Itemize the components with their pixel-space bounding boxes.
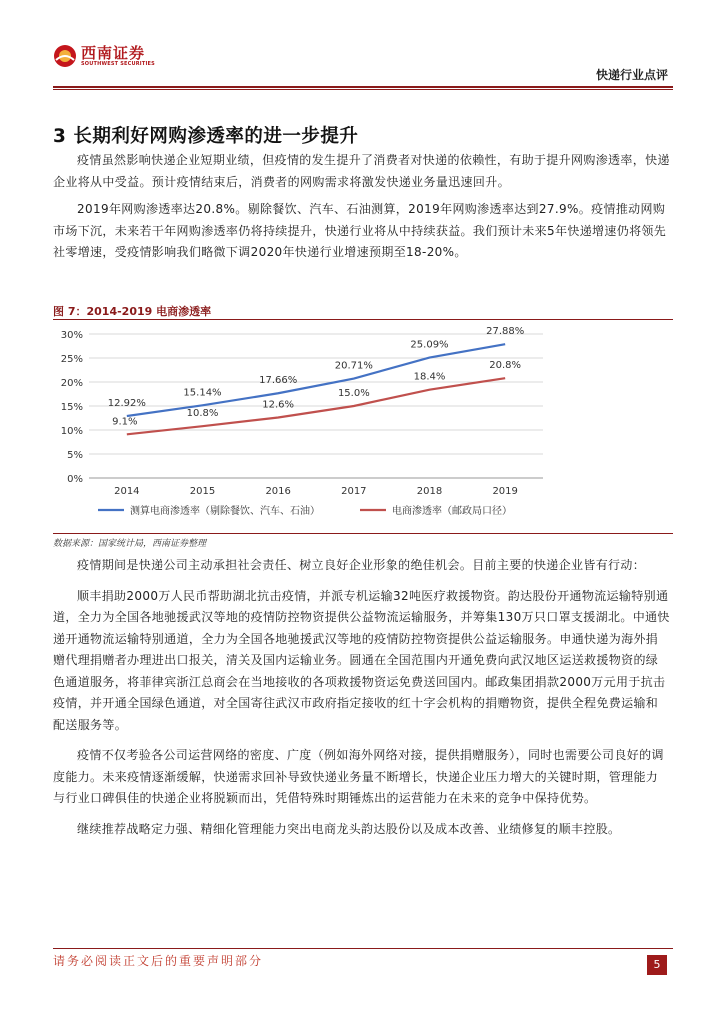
data-label: 12.6%	[262, 399, 295, 411]
data-label: 25.09%	[410, 339, 449, 351]
paragraph: 疫情不仅考验各公司运营网络的密度、广度（例如海外网络对接，提供捐赠服务），同时也需要公司良好的调度能力。未来疫情逐渐缓解，快递需求回补导致快递业务量不断增长，快递企业压力增大的关键时期，管理能力与行业口碑俱佳的快递企业将脱颖而出，凭借特殊时期锤炼出的运营能力在未来的竞争中保持优势。	[53, 748, 664, 805]
paragraph: 2019年网购渗透率达20.8%。剔除餐饮、汽车、石油测算，2019年网购渗透率达到27.9%。疫情推动网购市场下沉，未来若干年网购渗透率仍将持续提升，快递行业将从中持续获益。我们预计未来5年快递增速仍将领先社零增速，受疫情影响我们略微下调2020年快递行业增速预期至18-20%。	[53, 202, 667, 259]
data-label: 20.71%	[334, 360, 373, 372]
y-tick-label: 0%	[67, 474, 83, 485]
logo-icon	[53, 44, 77, 68]
figure-title: 图 7：2014-2019 电商渗透率	[53, 305, 212, 318]
y-axis-ticks	[61, 330, 83, 485]
company-logo	[53, 42, 183, 74]
data-label: 10.8%	[186, 408, 219, 420]
y-tick-label: 25%	[60, 354, 83, 365]
page-number: 5	[647, 955, 667, 975]
y-tick-label: 30%	[60, 330, 83, 341]
paragraph: 疫情虽然影响快递企业短期业绩，但疫情的发生提升了消费者对快递的依赖性，有助于提升网购渗透率，快递企业将从中受益。预计疫情结束后，消费者的网购需求将激发快递业务量迅速回升。	[53, 153, 670, 189]
x-tick-label: 2017	[341, 486, 367, 497]
data-label: 18.4%	[413, 371, 446, 383]
chart-grid	[89, 334, 543, 478]
data-label: 17.66%	[259, 375, 298, 387]
x-tick-label: 2016	[265, 486, 291, 497]
report-type: 快递行业点评	[595, 68, 668, 82]
logo-name-en: SOUTHWEST SECURITIES	[81, 61, 155, 67]
section-title: 3 长期利好网购渗透率的进一步提升	[53, 126, 359, 147]
figure-source: 数据来源：国家统计局，西南证券整理	[53, 539, 207, 549]
x-axis-ticks	[114, 486, 518, 497]
legend-label: 电商渗透率（邮政局口径）	[392, 506, 512, 517]
x-tick-label: 2018	[416, 486, 443, 497]
x-tick-label: 2014	[114, 486, 140, 497]
data-label: 9.1%	[112, 416, 138, 428]
header-divider-thin	[53, 89, 673, 90]
data-label: 12.92%	[107, 397, 146, 409]
data-label: 15.0%	[337, 388, 370, 399]
disclaimer-notice: 请务必阅读正文后的重要声明部分	[53, 954, 264, 968]
chart-legend	[98, 504, 512, 517]
y-tick-label: 20%	[60, 378, 83, 389]
penetration-chart	[53, 320, 673, 532]
data-label: 27.88%	[486, 326, 525, 338]
series-line-1	[127, 344, 505, 416]
data-label: 15.14%	[183, 387, 222, 399]
paragraph: 顺丰捐助2000万人民币帮助湖北抗击疫情，并派专机运输32吨医疗救援物资。韵达股份开通物流运输特别通道，全力为全国各地驰援武汉等地的疫情防控物资提供公益物流运输服务，并筹集130万只口罩支援湖北。中通快递开通物流运输特别通道，全力为全国各地驰援武汉等地的疫情防控物资提供公益运输服务。申通快递为海外捐赠代理捐赠者办理进出口报关，清关及国内运输业务。圆通在全国范围内开通免费向武汉地区运送救援物资的绿色通道服务，将菲律宾浙江总商会在当地接收的各项救援物资运免费送回国内。邮政集团捐款2000万元用于抗击疫情，并开通全国绿色通道，对全国寄往武汉市政府指定接收的红十字会机构的捐赠物资，提供全程免费运输和配送服务等。	[53, 588, 670, 732]
footer-divider	[53, 948, 673, 949]
intro-paragraphs	[53, 150, 670, 264]
y-tick-label: 5%	[67, 450, 83, 461]
data-label: 20.8%	[489, 360, 522, 372]
body-paragraphs	[53, 555, 670, 840]
x-tick-label: 2019	[492, 486, 518, 497]
logo-name-cn: 西南证券	[81, 44, 146, 62]
paragraph: 疫情期间是快递公司主动承担社会责任、树立良好企业形象的绝佳机会。目前主要的快递企业皆有行动：	[77, 558, 646, 572]
paragraph: 继续推荐战略定力强、精细化管理能力突出电商龙头韵达股份以及成本改善、业绩修复的顺丰控股。	[77, 821, 621, 836]
header-divider	[53, 86, 673, 88]
y-tick-label: 10%	[60, 426, 83, 437]
y-tick-label: 15%	[60, 402, 83, 413]
legend-label: 测算电商渗透率（剔除餐饮、汽车、石油）	[130, 506, 320, 517]
figure-bottom-rule	[53, 533, 673, 534]
x-tick-label: 2015	[189, 486, 216, 497]
